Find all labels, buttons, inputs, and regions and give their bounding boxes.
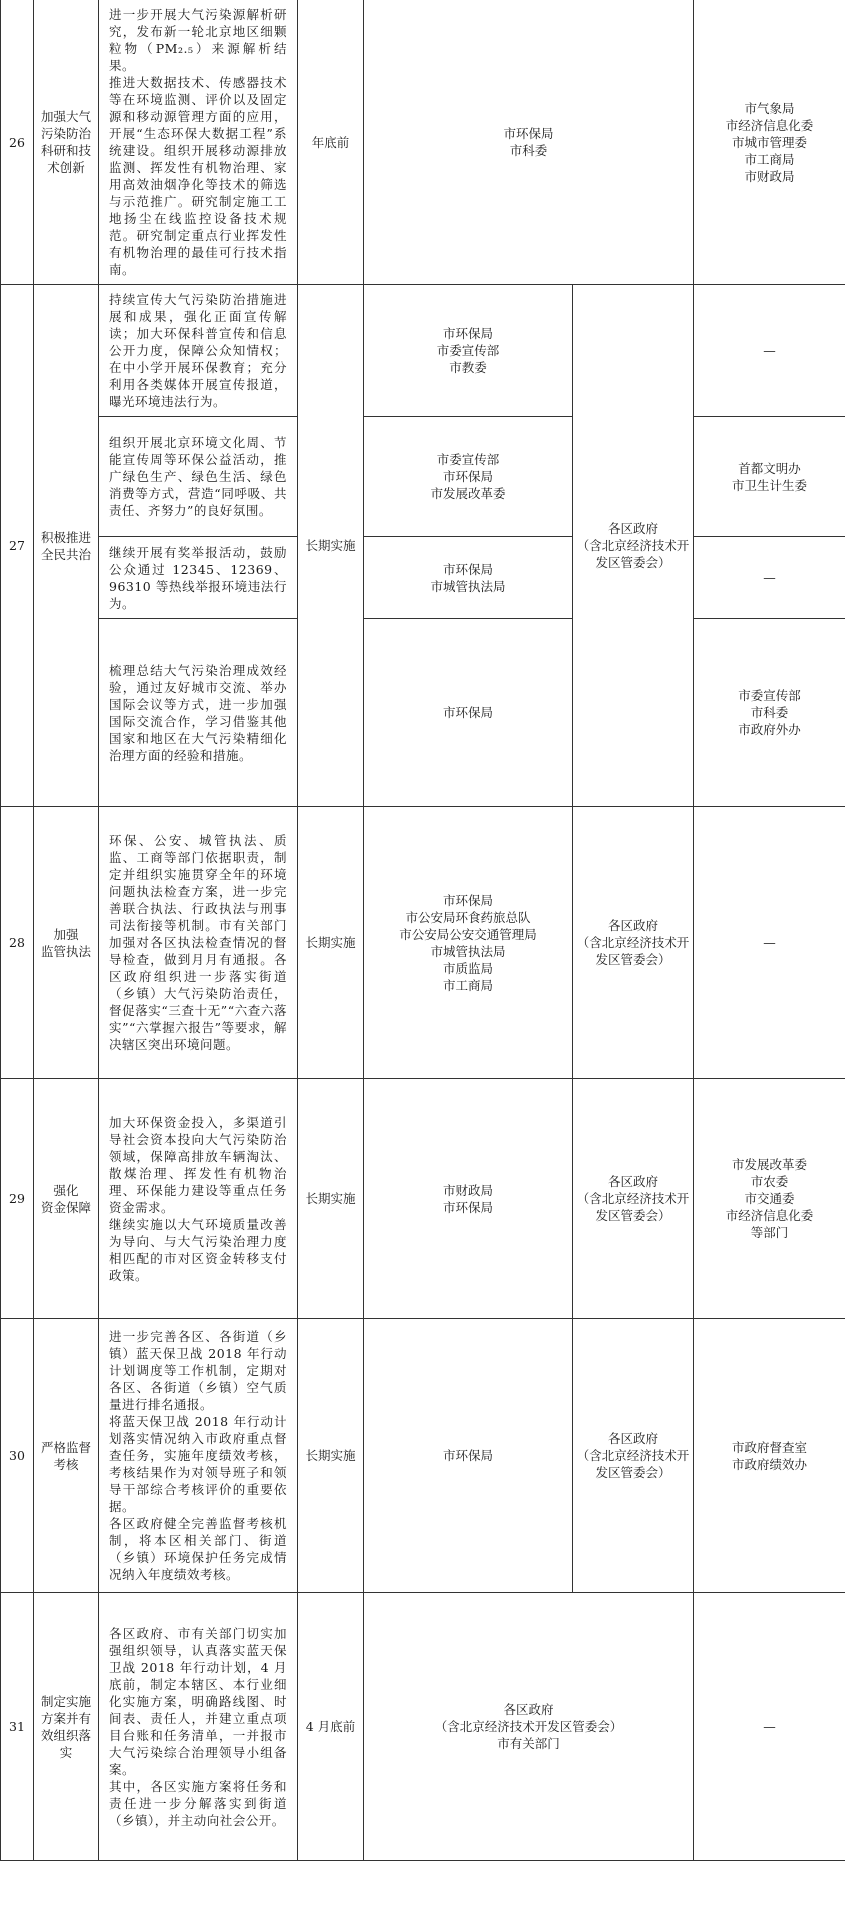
lead-units: 市环保局 — [364, 619, 573, 807]
task-content — [99, 0, 298, 285]
cooperating-units: 市政府督查室 市政府绩效办 — [694, 1319, 845, 1593]
table-row — [1, 0, 845, 285]
time-limit: 长期实施 — [298, 807, 364, 1079]
cooperating-units: — — [694, 807, 845, 1079]
task-content — [99, 807, 298, 1079]
task-content — [99, 285, 298, 417]
project-name: 加强 监管执法 — [34, 807, 99, 1079]
table-row — [1, 1593, 845, 1861]
co-responsible-units: 各区政府 （含北京经济技术开发区管委会） — [573, 1079, 694, 1319]
time-limit: 长期实施 — [298, 1079, 364, 1319]
task-text: 各区政府、市有关部门切实加强组织领导，认真落实蓝天保卫战 2018 年行动计划，4 月底前，制定本辖区、本行业细化实施方案，明确路线图、时间表、责任人，并建立重点项目台账和任务清单，一并报市大气污染综合治理领导小组备案。 其中，各区实施方案将任务和责任进一步分解落实到街道（乡镇），并主动向社会公开。 — [109, 1625, 287, 1828]
task-content — [99, 537, 298, 619]
row-number: 31 — [1, 1593, 34, 1861]
task-text: 环保、公安、城管执法、质监、工商等部门依据职责，制定并组织实施贯穿全年的环境问题执法检查方案，进一步完善联合执法、行政执法与刑事司法衔接等机制。市有关部门加强对各区执法检查情况的督导检查，做到月月有通报。各区政府组织进一步落实街道（乡镇）大气污染防治责任，督促落实“三查十无”“六查六落实”“六掌握六报告”等要求，解决辖区突出环境问题。 — [109, 833, 287, 1052]
lead-units: 市环保局 市公安局环食药旅总队 市公安局公安交通管理局 市城管执法局 市质监局 市工商局 — [364, 807, 573, 1079]
lead-and-co-responsible-units: 各区政府 （含北京经济技术开发区管委会） 市有关部门 — [364, 1593, 694, 1861]
row-number: 29 — [1, 1079, 34, 1319]
task-text: 梳理总结大气污染治理成效经验，通过友好城市交流、举办国际会议等方式，进一步加强国际交流合作，学习借鉴其他国家和地区在大气污染精细化治理方面的经验和措施。 — [109, 662, 287, 763]
table-row — [1, 417, 845, 537]
cooperating-units: — — [694, 285, 845, 417]
task-text: 组织开展北京环境文化周、节能宣传周等环保公益活动，推广绿色生产、绿色生活、绿色消费等方式，营造“同呼吸、共责任、齐努力”的良好氛围。 — [109, 435, 287, 518]
project-name: 制定实施方案并有效组织落实 — [34, 1593, 99, 1861]
time-limit: 4 月底前 — [298, 1593, 364, 1861]
task-text: 进一步开展大气污染源解析研究，发布新一轮北京地区细颗粒物（PM₂.₅）来源解析结果。 推进大数据技术、传感器技术等在环境监测、评价以及固定源和移动源管理方面的应用，开展“生态环保大数据工程”系统建设。组织开展移动源排放监测、挥发性有机物治理、家用高效油烟净化等技术的筛选与示范推广。研究制定施工工地扬尘在线监控设备技术规范。研究制定重点行业挥发性有机物治理的最佳可行技术指南。 — [109, 7, 287, 277]
project-name: 积极推进全民共治 — [34, 285, 99, 807]
task-content — [99, 1079, 298, 1319]
task-text: 进一步完善各区、各街道（乡镇）蓝天保卫战 2018 年行动计划调度等工作机制，定期对各区、各街道（乡镇）空气质量进行排名通报。 将蓝天保卫战 2018 年行动计划落实情况纳入市政府重点督查任务，实施年度绩效考核，考核结果作为对领导班子和领导干部综合考核评价的重要依据。 各区政府健全完善监督考核机制，将本区相关部门、街道（乡镇）环境保护任务完成情况纳入年度绩效考核。 — [109, 1329, 287, 1582]
co-responsible-units: 各区政府 （含北京经济技术开发区管委会） — [573, 1319, 694, 1593]
project-name: 严格监督考核 — [34, 1319, 99, 1593]
task-text: 持续宣传大气污染防治措施进展和成果，强化正面宣传解读；加大环保科普宣传和信息公开力度，保障公众知情权；在中小学开展环保教育；充分利用各类媒体开展宣传报道，曝光环境违法行为。 — [109, 292, 287, 409]
task-content — [99, 417, 298, 537]
row-number: 30 — [1, 1319, 34, 1593]
table-row — [1, 1319, 845, 1593]
task-text: 加大环保资金投入，多渠道引导社会资本投向大气污染防治领域，保障高排放车辆淘汰、散煤治理、挥发性有机物治理、环保能力建设等重点任务资金需求。 继续实施以大气环境质量改善为导向、与大气污染治理力度相匹配的市对区资金转移支付政策。 — [109, 1114, 287, 1283]
table-row — [1, 807, 845, 1079]
project-name: 加强大气污染防治科研和技术创新 — [34, 0, 99, 285]
lead-units: 市财政局 市环保局 — [364, 1079, 573, 1319]
co-responsible-units: 各区政府 （含北京经济技术开发区管委会） — [573, 285, 694, 807]
project-name: 强化 资金保障 — [34, 1079, 99, 1319]
cooperating-units: 市气象局 市经济信息化委 市城市管理委 市工商局 市财政局 — [694, 0, 845, 285]
cooperating-units: 市发展改革委 市农委 市交通委 市经济信息化委 等部门 — [694, 1079, 845, 1319]
time-limit: 长期实施 — [298, 1319, 364, 1593]
cooperating-units: — — [694, 537, 845, 619]
task-content — [99, 619, 298, 807]
table-row — [1, 1079, 845, 1319]
lead-units: 市环保局 — [364, 1319, 573, 1593]
row-number: 28 — [1, 807, 34, 1079]
task-content — [99, 1593, 298, 1861]
task-text: 继续开展有奖举报活动，鼓励公众通过 12345、12369、96310 等热线举报环境违法行为。 — [109, 544, 287, 611]
table-row — [1, 537, 845, 619]
lead-units: 市环保局 市城管执法局 — [364, 537, 573, 619]
lead-units: 市委宣传部 市环保局 市发展改革委 — [364, 417, 573, 537]
row-number: 26 — [1, 0, 34, 285]
table-row — [1, 619, 845, 807]
cooperating-units: 首都文明办 市卫生计生委 — [694, 417, 845, 537]
lead-units: 市环保局 市委宣传部 市教委 — [364, 285, 573, 417]
table-row — [1, 285, 845, 417]
time-limit: 长期实施 — [298, 285, 364, 807]
lead-units: 市环保局 市科委 — [364, 0, 694, 285]
co-responsible-units: 各区政府 （含北京经济技术开发区管委会） — [573, 807, 694, 1079]
cooperating-units: — — [694, 1593, 845, 1861]
time-limit: 年底前 — [298, 0, 364, 285]
row-number: 27 — [1, 285, 34, 807]
cooperating-units: 市委宣传部 市科委 市政府外办 — [694, 619, 845, 807]
task-content — [99, 1319, 298, 1593]
